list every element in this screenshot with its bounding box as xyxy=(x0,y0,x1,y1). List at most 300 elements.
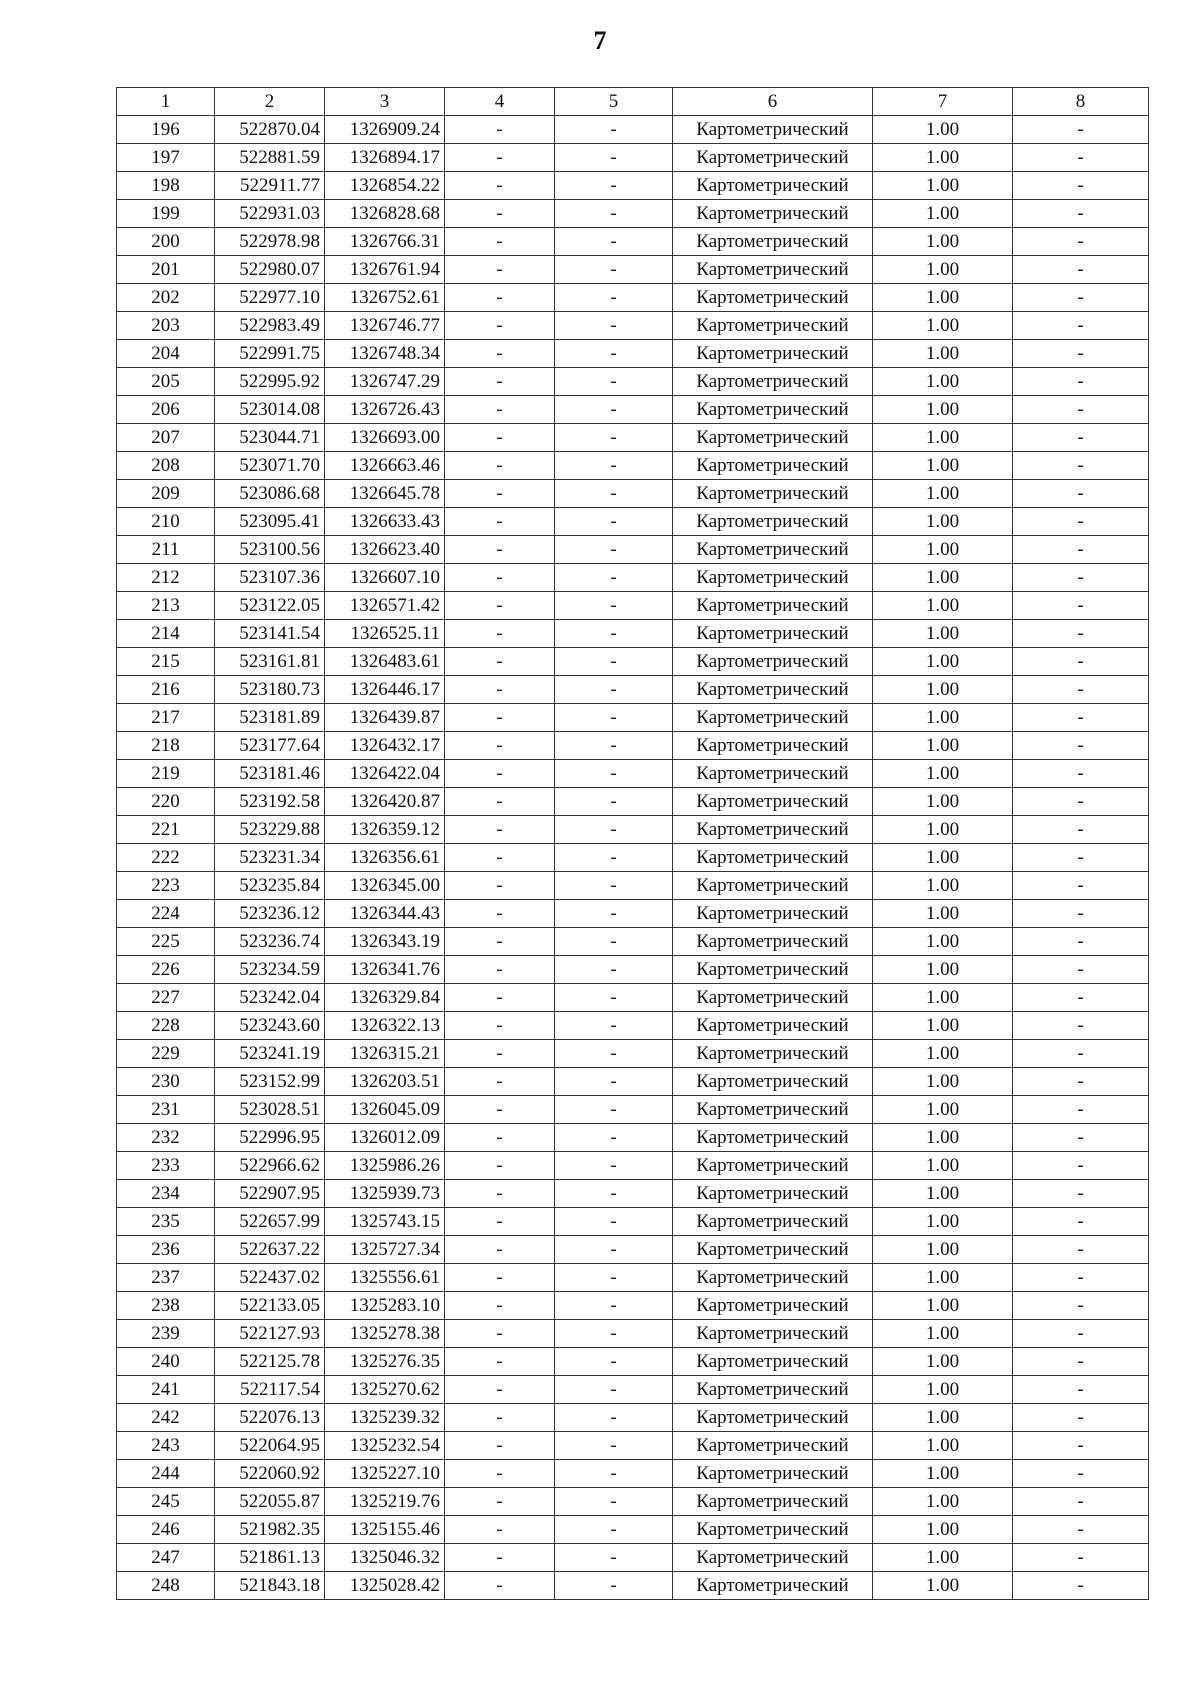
y-coordinate-cell: 1326761.94 xyxy=(325,256,445,284)
y-coordinate-cell: 1326828.68 xyxy=(325,200,445,228)
point-number-cell: 227 xyxy=(117,984,215,1012)
column-4-cell: - xyxy=(445,200,555,228)
accuracy-cell: 1.00 xyxy=(873,1488,1013,1516)
column-4-cell: - xyxy=(445,172,555,200)
point-number-cell: 244 xyxy=(117,1460,215,1488)
column-5-cell: - xyxy=(555,116,673,144)
table-row xyxy=(117,480,1149,508)
column-4-cell: - xyxy=(445,1460,555,1488)
x-coordinate-cell: 523181.89 xyxy=(215,704,325,732)
point-number-cell: 240 xyxy=(117,1348,215,1376)
point-number-cell: 235 xyxy=(117,1208,215,1236)
point-number-cell: 202 xyxy=(117,284,215,312)
column-8-cell: - xyxy=(1013,816,1149,844)
column-4-cell: - xyxy=(445,1488,555,1516)
x-coordinate-cell: 522978.98 xyxy=(215,228,325,256)
accuracy-cell: 1.00 xyxy=(873,816,1013,844)
column-5-cell: - xyxy=(555,928,673,956)
column-4-cell: - xyxy=(445,1096,555,1124)
accuracy-cell: 1.00 xyxy=(873,1516,1013,1544)
table-row xyxy=(117,340,1149,368)
column-8-cell: - xyxy=(1013,1068,1149,1096)
y-coordinate-cell: 1326315.21 xyxy=(325,1040,445,1068)
accuracy-cell: 1.00 xyxy=(873,928,1013,956)
method-cell: Картометрический xyxy=(673,116,873,144)
column-4-cell: - xyxy=(445,452,555,480)
column-8-cell: - xyxy=(1013,1152,1149,1180)
y-coordinate-cell: 1326439.87 xyxy=(325,704,445,732)
column-8-cell: - xyxy=(1013,1012,1149,1040)
column-8-cell: - xyxy=(1013,676,1149,704)
column-4-cell: - xyxy=(445,1432,555,1460)
accuracy-cell: 1.00 xyxy=(873,1152,1013,1180)
table-row xyxy=(117,676,1149,704)
y-coordinate-cell: 1326726.43 xyxy=(325,396,445,424)
column-5-cell: - xyxy=(555,1572,673,1600)
method-cell: Картометрический xyxy=(673,788,873,816)
x-coordinate-cell: 522907.95 xyxy=(215,1180,325,1208)
column-4-cell: - xyxy=(445,1320,555,1348)
column-4-cell: - xyxy=(445,312,555,340)
y-coordinate-cell: 1325939.73 xyxy=(325,1180,445,1208)
column-5-cell: - xyxy=(555,984,673,1012)
column-5-cell: - xyxy=(555,704,673,732)
accuracy-cell: 1.00 xyxy=(873,1096,1013,1124)
x-coordinate-cell: 521982.35 xyxy=(215,1516,325,1544)
column-5-cell: - xyxy=(555,1208,673,1236)
accuracy-cell: 1.00 xyxy=(873,284,1013,312)
column-8-cell: - xyxy=(1013,956,1149,984)
column-header: 7 xyxy=(873,88,1013,116)
column-4-cell: - xyxy=(445,116,555,144)
table-row xyxy=(117,704,1149,732)
column-8-cell: - xyxy=(1013,704,1149,732)
table-row xyxy=(117,1292,1149,1320)
y-coordinate-cell: 1326359.12 xyxy=(325,816,445,844)
x-coordinate-cell: 522870.04 xyxy=(215,116,325,144)
point-number-cell: 232 xyxy=(117,1124,215,1152)
y-coordinate-cell: 1326607.10 xyxy=(325,564,445,592)
column-5-cell: - xyxy=(555,1124,673,1152)
column-5-cell: - xyxy=(555,480,673,508)
column-4-cell: - xyxy=(445,284,555,312)
table-row xyxy=(117,396,1149,424)
method-cell: Картометрический xyxy=(673,200,873,228)
column-5-cell: - xyxy=(555,508,673,536)
method-cell: Картометрический xyxy=(673,1040,873,1068)
column-8-cell: - xyxy=(1013,1124,1149,1152)
accuracy-cell: 1.00 xyxy=(873,172,1013,200)
column-4-cell: - xyxy=(445,368,555,396)
x-coordinate-cell: 523241.19 xyxy=(215,1040,325,1068)
point-number-cell: 207 xyxy=(117,424,215,452)
table-row xyxy=(117,788,1149,816)
method-cell: Картометрический xyxy=(673,760,873,788)
column-5-cell: - xyxy=(555,340,673,368)
point-number-cell: 209 xyxy=(117,480,215,508)
column-5-cell: - xyxy=(555,648,673,676)
column-4-cell: - xyxy=(445,844,555,872)
column-4-cell: - xyxy=(445,340,555,368)
x-coordinate-cell: 522657.99 xyxy=(215,1208,325,1236)
table-row xyxy=(117,872,1149,900)
table-row xyxy=(117,424,1149,452)
column-5-cell: - xyxy=(555,788,673,816)
column-8-cell: - xyxy=(1013,928,1149,956)
column-4-cell: - xyxy=(445,1180,555,1208)
point-number-cell: 233 xyxy=(117,1152,215,1180)
column-header: 4 xyxy=(445,88,555,116)
table-row xyxy=(117,228,1149,256)
column-8-cell: - xyxy=(1013,1096,1149,1124)
x-coordinate-cell: 523100.56 xyxy=(215,536,325,564)
table-row xyxy=(117,1376,1149,1404)
column-8-cell: - xyxy=(1013,284,1149,312)
column-5-cell: - xyxy=(555,1488,673,1516)
column-5-cell: - xyxy=(555,900,673,928)
method-cell: Картометрический xyxy=(673,1152,873,1180)
column-4-cell: - xyxy=(445,1572,555,1600)
column-5-cell: - xyxy=(555,1152,673,1180)
y-coordinate-cell: 1325232.54 xyxy=(325,1432,445,1460)
column-4-cell: - xyxy=(445,144,555,172)
table-row xyxy=(117,508,1149,536)
x-coordinate-cell: 523242.04 xyxy=(215,984,325,1012)
column-5-cell: - xyxy=(555,1348,673,1376)
column-5-cell: - xyxy=(555,1096,673,1124)
y-coordinate-cell: 1326894.17 xyxy=(325,144,445,172)
column-8-cell: - xyxy=(1013,1292,1149,1320)
method-cell: Картометрический xyxy=(673,620,873,648)
column-5-cell: - xyxy=(555,816,673,844)
column-8-cell: - xyxy=(1013,760,1149,788)
accuracy-cell: 1.00 xyxy=(873,956,1013,984)
table-row xyxy=(117,1488,1149,1516)
point-number-cell: 200 xyxy=(117,228,215,256)
method-cell: Картометрический xyxy=(673,1516,873,1544)
accuracy-cell: 1.00 xyxy=(873,1012,1013,1040)
column-5-cell: - xyxy=(555,1180,673,1208)
column-8-cell: - xyxy=(1013,144,1149,172)
column-8-cell: - xyxy=(1013,900,1149,928)
column-8-cell: - xyxy=(1013,564,1149,592)
accuracy-cell: 1.00 xyxy=(873,480,1013,508)
accuracy-cell: 1.00 xyxy=(873,564,1013,592)
y-coordinate-cell: 1325278.38 xyxy=(325,1320,445,1348)
accuracy-cell: 1.00 xyxy=(873,592,1013,620)
column-8-cell: - xyxy=(1013,228,1149,256)
accuracy-cell: 1.00 xyxy=(873,620,1013,648)
point-number-cell: 211 xyxy=(117,536,215,564)
y-coordinate-cell: 1326343.19 xyxy=(325,928,445,956)
point-number-cell: 214 xyxy=(117,620,215,648)
column-4-cell: - xyxy=(445,648,555,676)
y-coordinate-cell: 1325270.62 xyxy=(325,1376,445,1404)
table-row xyxy=(117,1236,1149,1264)
y-coordinate-cell: 1325556.61 xyxy=(325,1264,445,1292)
column-8-cell: - xyxy=(1013,424,1149,452)
y-coordinate-cell: 1325239.32 xyxy=(325,1404,445,1432)
point-number-cell: 239 xyxy=(117,1320,215,1348)
x-coordinate-cell: 523231.34 xyxy=(215,844,325,872)
column-header: 3 xyxy=(325,88,445,116)
method-cell: Картометрический xyxy=(673,1544,873,1572)
column-4-cell: - xyxy=(445,1516,555,1544)
column-5-cell: - xyxy=(555,564,673,592)
accuracy-cell: 1.00 xyxy=(873,1460,1013,1488)
table-row xyxy=(117,1208,1149,1236)
column-4-cell: - xyxy=(445,1124,555,1152)
method-cell: Картометрический xyxy=(673,1460,873,1488)
x-coordinate-cell: 523122.05 xyxy=(215,592,325,620)
column-4-cell: - xyxy=(445,620,555,648)
accuracy-cell: 1.00 xyxy=(873,1320,1013,1348)
column-4-cell: - xyxy=(445,1208,555,1236)
x-coordinate-cell: 522133.05 xyxy=(215,1292,325,1320)
column-header: 8 xyxy=(1013,88,1149,116)
column-4-cell: - xyxy=(445,1040,555,1068)
method-cell: Картометрический xyxy=(673,1124,873,1152)
column-5-cell: - xyxy=(555,1544,673,1572)
table-row xyxy=(117,116,1149,144)
method-cell: Картометрический xyxy=(673,1236,873,1264)
table-row xyxy=(117,1572,1149,1600)
accuracy-cell: 1.00 xyxy=(873,1068,1013,1096)
table-row xyxy=(117,172,1149,200)
table-row xyxy=(117,312,1149,340)
x-coordinate-cell: 523180.73 xyxy=(215,676,325,704)
point-number-cell: 215 xyxy=(117,648,215,676)
x-coordinate-cell: 522983.49 xyxy=(215,312,325,340)
x-coordinate-cell: 523177.64 xyxy=(215,732,325,760)
point-number-cell: 217 xyxy=(117,704,215,732)
column-5-cell: - xyxy=(555,312,673,340)
method-cell: Картометрический xyxy=(673,564,873,592)
column-8-cell: - xyxy=(1013,1432,1149,1460)
method-cell: Картометрический xyxy=(673,732,873,760)
y-coordinate-cell: 1326203.51 xyxy=(325,1068,445,1096)
column-4-cell: - xyxy=(445,228,555,256)
accuracy-cell: 1.00 xyxy=(873,536,1013,564)
column-8-cell: - xyxy=(1013,1208,1149,1236)
x-coordinate-cell: 523028.51 xyxy=(215,1096,325,1124)
point-number-cell: 212 xyxy=(117,564,215,592)
column-4-cell: - xyxy=(445,1292,555,1320)
column-8-cell: - xyxy=(1013,312,1149,340)
accuracy-cell: 1.00 xyxy=(873,228,1013,256)
point-number-cell: 230 xyxy=(117,1068,215,1096)
y-coordinate-cell: 1325283.10 xyxy=(325,1292,445,1320)
method-cell: Картометрический xyxy=(673,928,873,956)
x-coordinate-cell: 523107.36 xyxy=(215,564,325,592)
x-coordinate-cell: 522977.10 xyxy=(215,284,325,312)
method-cell: Картометрический xyxy=(673,648,873,676)
point-number-cell: 231 xyxy=(117,1096,215,1124)
column-5-cell: - xyxy=(555,732,673,760)
accuracy-cell: 1.00 xyxy=(873,732,1013,760)
method-cell: Картометрический xyxy=(673,284,873,312)
column-8-cell: - xyxy=(1013,452,1149,480)
column-header: 1 xyxy=(117,88,215,116)
x-coordinate-cell: 521843.18 xyxy=(215,1572,325,1600)
method-cell: Картометрический xyxy=(673,1180,873,1208)
point-number-cell: 196 xyxy=(117,116,215,144)
point-number-cell: 226 xyxy=(117,956,215,984)
method-cell: Картометрический xyxy=(673,256,873,284)
x-coordinate-cell: 522995.92 xyxy=(215,368,325,396)
y-coordinate-cell: 1325046.32 xyxy=(325,1544,445,1572)
column-4-cell: - xyxy=(445,1376,555,1404)
method-cell: Картометрический xyxy=(673,144,873,172)
method-cell: Картометрический xyxy=(673,340,873,368)
accuracy-cell: 1.00 xyxy=(873,340,1013,368)
table-row xyxy=(117,1320,1149,1348)
column-5-cell: - xyxy=(555,620,673,648)
column-5-cell: - xyxy=(555,1376,673,1404)
x-coordinate-cell: 522996.95 xyxy=(215,1124,325,1152)
method-cell: Картометрический xyxy=(673,900,873,928)
y-coordinate-cell: 1326525.11 xyxy=(325,620,445,648)
table-row xyxy=(117,816,1149,844)
x-coordinate-cell: 523236.12 xyxy=(215,900,325,928)
point-number-cell: 210 xyxy=(117,508,215,536)
point-number-cell: 223 xyxy=(117,872,215,900)
column-8-cell: - xyxy=(1013,200,1149,228)
column-4-cell: - xyxy=(445,1348,555,1376)
accuracy-cell: 1.00 xyxy=(873,424,1013,452)
accuracy-cell: 1.00 xyxy=(873,1432,1013,1460)
point-number-cell: 219 xyxy=(117,760,215,788)
point-number-cell: 199 xyxy=(117,200,215,228)
y-coordinate-cell: 1325986.26 xyxy=(325,1152,445,1180)
y-coordinate-cell: 1326322.13 xyxy=(325,1012,445,1040)
x-coordinate-cell: 523086.68 xyxy=(215,480,325,508)
table-row xyxy=(117,452,1149,480)
method-cell: Картометрический xyxy=(673,172,873,200)
point-number-cell: 216 xyxy=(117,676,215,704)
x-coordinate-cell: 522991.75 xyxy=(215,340,325,368)
column-4-cell: - xyxy=(445,956,555,984)
column-8-cell: - xyxy=(1013,1180,1149,1208)
point-number-cell: 208 xyxy=(117,452,215,480)
method-cell: Картометрический xyxy=(673,312,873,340)
column-5-cell: - xyxy=(555,844,673,872)
column-4-cell: - xyxy=(445,1264,555,1292)
column-8-cell: - xyxy=(1013,172,1149,200)
column-4-cell: - xyxy=(445,508,555,536)
table-row xyxy=(117,984,1149,1012)
point-number-cell: 205 xyxy=(117,368,215,396)
column-5-cell: - xyxy=(555,1516,673,1544)
y-coordinate-cell: 1326748.34 xyxy=(325,340,445,368)
y-coordinate-cell: 1326571.42 xyxy=(325,592,445,620)
x-coordinate-cell: 522117.54 xyxy=(215,1376,325,1404)
column-4-cell: - xyxy=(445,592,555,620)
table-row xyxy=(117,368,1149,396)
method-cell: Картометрический xyxy=(673,1376,873,1404)
method-cell: Картометрический xyxy=(673,368,873,396)
column-8-cell: - xyxy=(1013,480,1149,508)
column-5-cell: - xyxy=(555,284,673,312)
method-cell: Картометрический xyxy=(673,536,873,564)
y-coordinate-cell: 1326446.17 xyxy=(325,676,445,704)
column-5-cell: - xyxy=(555,172,673,200)
column-5-cell: - xyxy=(555,1068,673,1096)
point-number-cell: 213 xyxy=(117,592,215,620)
method-cell: Картометрический xyxy=(673,1404,873,1432)
x-coordinate-cell: 522881.59 xyxy=(215,144,325,172)
accuracy-cell: 1.00 xyxy=(873,508,1013,536)
y-coordinate-cell: 1326012.09 xyxy=(325,1124,445,1152)
column-8-cell: - xyxy=(1013,396,1149,424)
x-coordinate-cell: 523236.74 xyxy=(215,928,325,956)
column-8-cell: - xyxy=(1013,788,1149,816)
column-8-cell: - xyxy=(1013,592,1149,620)
column-5-cell: - xyxy=(555,1236,673,1264)
column-8-cell: - xyxy=(1013,844,1149,872)
table-row xyxy=(117,1180,1149,1208)
y-coordinate-cell: 1326909.24 xyxy=(325,116,445,144)
table-row xyxy=(117,144,1149,172)
point-number-cell: 237 xyxy=(117,1264,215,1292)
point-number-cell: 198 xyxy=(117,172,215,200)
y-coordinate-cell: 1325276.35 xyxy=(325,1348,445,1376)
coordinates-table xyxy=(116,87,1149,1600)
column-5-cell: - xyxy=(555,676,673,704)
point-number-cell: 245 xyxy=(117,1488,215,1516)
x-coordinate-cell: 523235.84 xyxy=(215,872,325,900)
accuracy-cell: 1.00 xyxy=(873,1236,1013,1264)
accuracy-cell: 1.00 xyxy=(873,1292,1013,1320)
y-coordinate-cell: 1325227.10 xyxy=(325,1460,445,1488)
method-cell: Картометрический xyxy=(673,816,873,844)
accuracy-cell: 1.00 xyxy=(873,1264,1013,1292)
column-5-cell: - xyxy=(555,424,673,452)
column-8-cell: - xyxy=(1013,648,1149,676)
point-number-cell: 229 xyxy=(117,1040,215,1068)
table-row xyxy=(117,1516,1149,1544)
column-4-cell: - xyxy=(445,480,555,508)
column-4-cell: - xyxy=(445,1152,555,1180)
table-header-row xyxy=(117,88,1149,116)
y-coordinate-cell: 1326432.17 xyxy=(325,732,445,760)
column-8-cell: - xyxy=(1013,1040,1149,1068)
column-8-cell: - xyxy=(1013,1488,1149,1516)
table-body xyxy=(117,116,1149,1600)
x-coordinate-cell: 523181.46 xyxy=(215,760,325,788)
x-coordinate-cell: 522966.62 xyxy=(215,1152,325,1180)
point-number-cell: 228 xyxy=(117,1012,215,1040)
table-row xyxy=(117,732,1149,760)
y-coordinate-cell: 1325743.15 xyxy=(325,1208,445,1236)
column-4-cell: - xyxy=(445,928,555,956)
column-8-cell: - xyxy=(1013,620,1149,648)
x-coordinate-cell: 522076.13 xyxy=(215,1404,325,1432)
column-4-cell: - xyxy=(445,732,555,760)
point-number-cell: 246 xyxy=(117,1516,215,1544)
method-cell: Картометрический xyxy=(673,676,873,704)
column-8-cell: - xyxy=(1013,1376,1149,1404)
y-coordinate-cell: 1326356.61 xyxy=(325,844,445,872)
column-4-cell: - xyxy=(445,816,555,844)
method-cell: Картометрический xyxy=(673,956,873,984)
x-coordinate-cell: 522055.87 xyxy=(215,1488,325,1516)
column-5-cell: - xyxy=(555,396,673,424)
column-5-cell: - xyxy=(555,536,673,564)
point-number-cell: 241 xyxy=(117,1376,215,1404)
accuracy-cell: 1.00 xyxy=(873,676,1013,704)
y-coordinate-cell: 1326422.04 xyxy=(325,760,445,788)
